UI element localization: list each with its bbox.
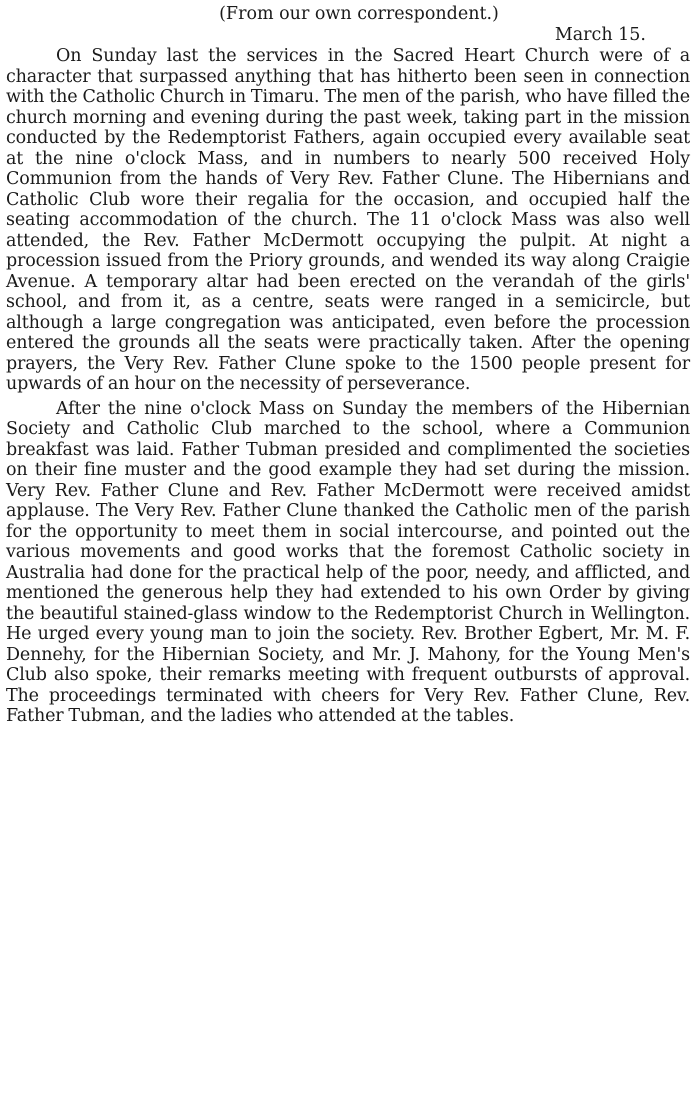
article xyxy=(6,4,690,727)
dateline: March 15. xyxy=(554,25,646,45)
correspondent-line: (From our own correspondent.) xyxy=(219,4,499,24)
article-paragraph-2: After the nine o'clock Mass on Sunday the members of the Hibernian Society and Catholic Club marched to the school, where a Communion breakfast was laid. Father Tubman presided and complimented the societies on their fine muster and the good example they had set during the mission. Very Rev. Father Clune and Rev. Father McDermott were received amidst applause. The Very Rev. Father Clune thanked the Catholic men of the parish for the opportunity to meet them in social intercourse, and pointed out the various movements and good works that the foremost Catholic society in Australia had done for the practical help of the poor, needy, and afflicted, and mentioned the generous help they had extended to his own Order by giving the beautiful stained-glass window to the Redemptorist Church in Wellington. He urged every young man to join the society. Rev. Brother Egbert, Mr. M. F. Dennehy, for the Hibernian Society, and Mr. J. Mahony, for the Young Men's Club also spoke, their remarks meeting with frequent outbursts of approval. The proceedings terminated with cheers for Very Rev. Father Clune, Rev. Father Tubman, and the ladies who attended at the tables. xyxy=(6,398,690,726)
article-paragraph-1: On Sunday last the services in the Sacred Heart Church were of a character that surpassed anything that has hitherto been seen in connection with the Catholic Church in Timaru. The men of the parish, who have filled the church morning and evening during the past week, taking part in the mission conducted by the Redemptorist Fathers, again occupied every available seat at the nine o'clock Mass, and in numbers to nearly 500 received Holy Communion from the hands of Very Rev. Father Clune. The Hibernians and Catholic Club wore their regalia for the occasion, and occupied half the seating accommodation of the church. The 11 o'clock Mass was also well attended, the Rev. Father McDermott occupying the pulpit. At night a procession issued from the Priory grounds, and wended its way along Craigie Avenue. A temporary altar had been erected on the verandah of the girls' school, and from it, as a centre, seats were ranged in a semicircle, but although a large congregation was anticipated, even before the procession entered the grounds all the seats were practically taken. After the opening prayers, the Very Rev. Father Clune spoke to the 1500 people present for upwards of an hour on the necessity of perseverance. xyxy=(6,46,690,394)
